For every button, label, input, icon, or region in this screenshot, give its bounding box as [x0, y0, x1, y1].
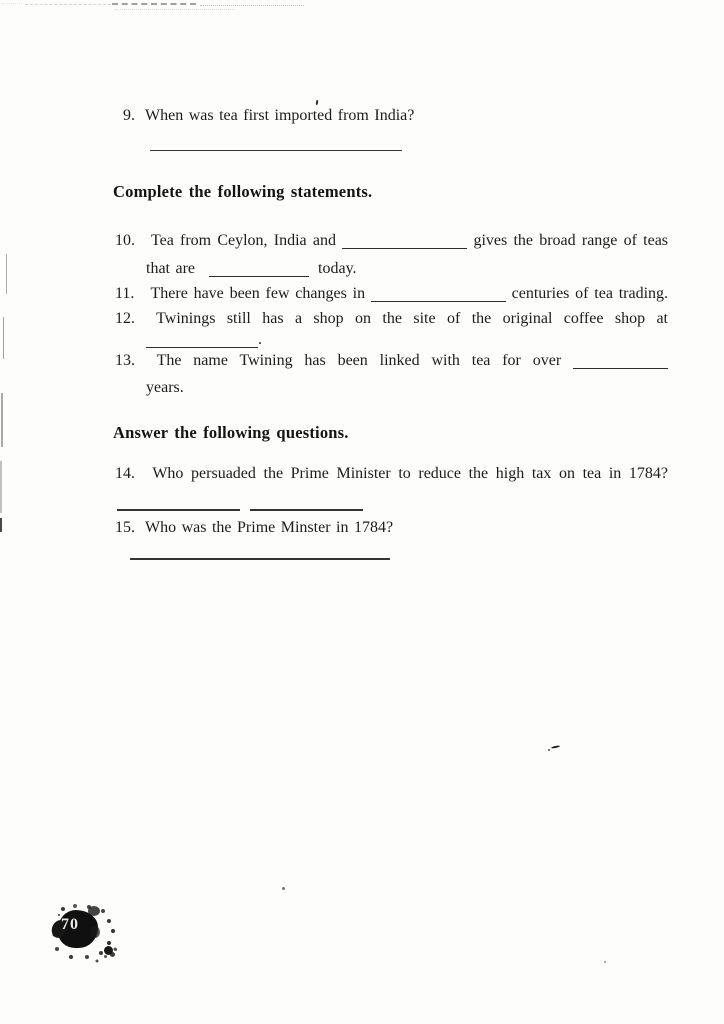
answer-blank-q14-a[interactable] — [117, 502, 240, 511]
answer-blank-q12[interactable] — [146, 341, 258, 348]
answer-blank-q10-b[interactable] — [209, 270, 309, 277]
question-10-line-1 — [115, 231, 668, 251]
question-13-line-1 — [115, 351, 668, 371]
question-11-number: 11. — [115, 285, 135, 302]
answer-blank-q10-a[interactable] — [342, 242, 467, 249]
question-10-line2-after: today. — [318, 260, 357, 277]
question-9-number: 9. — [123, 107, 135, 124]
question-11-text-after: centuries of tea trading. — [511, 285, 669, 302]
scan-artifact-tick — [551, 745, 560, 749]
question-12-period: . — [258, 331, 262, 348]
question-12-text: Twinings still has a shop on the site of the original coffee shop at — [156, 310, 669, 327]
scan-artifact-stray-mark — [316, 100, 319, 105]
question-10-line-2 — [146, 259, 357, 279]
scan-artifact-left-tick — [0, 518, 2, 532]
answer-blank-q13[interactable] — [573, 362, 668, 369]
section-heading-complete: Complete the following statements. — [113, 182, 373, 201]
question-15-number: 15. — [115, 519, 135, 536]
scan-artifact-top-dotted-line — [200, 5, 304, 6]
question-15 — [115, 518, 393, 538]
scan-artifact-top-dashes — [25, 4, 111, 5]
question-10-line2-lead: that are — [146, 260, 196, 277]
section-heading-answer: Answer the following questions. — [113, 423, 349, 442]
question-15-text: Who was the Prime Minster in 1784? — [145, 519, 394, 536]
scan-artifact-top-dots — [2, 3, 22, 4]
answer-blank-q9[interactable] — [150, 143, 402, 151]
ink-blot — [50, 904, 122, 968]
scan-artifact-speck — [282, 887, 285, 890]
scan-artifact-top-dark-dashes — [112, 3, 196, 5]
ink-blot-speckles — [58, 914, 60, 916]
answer-blank-q15[interactable] — [130, 551, 390, 560]
scan-artifact-left-line — [0, 461, 2, 513]
scan-artifact-left-line — [1, 393, 3, 447]
scan-artifact-speck — [604, 961, 606, 963]
question-14-number: 14. — [115, 465, 135, 482]
question-12-line-1 — [115, 309, 668, 329]
question-11-text-lead: There have been few changes in — [150, 285, 366, 302]
question-10-text-lead: Tea from Ceylon, India and — [150, 232, 336, 249]
question-12-line-2 — [146, 330, 262, 350]
ink-blot-lump — [88, 906, 100, 916]
question-12-number: 12. — [115, 310, 135, 327]
answer-blank-q14-b[interactable] — [250, 502, 363, 511]
ink-blot-lump — [90, 926, 100, 938]
question-14 — [115, 464, 668, 484]
question-11 — [115, 284, 668, 304]
question-10-text-after: gives the broad range of teas — [473, 232, 669, 249]
scan-artifact-top-faint-dots — [115, 9, 235, 10]
question-10-number: 10. — [115, 232, 135, 249]
question-13-line-2: years. — [146, 379, 184, 396]
scan-artifact-tick-dot — [548, 749, 550, 751]
question-13-number: 13. — [115, 352, 135, 369]
ink-blot-satellite — [104, 946, 113, 955]
question-9 — [115, 106, 414, 126]
question-9-text: When was tea first imported from India? — [145, 107, 415, 124]
question-13-text-lead: The name Twining has been linked with tea for over — [156, 352, 562, 369]
scan-artifact-left-line — [6, 254, 7, 294]
question-14-text: Who persuaded the Prime Minister to reduce the high tax on tea in 1784? — [152, 465, 668, 482]
page-number: 70 — [61, 916, 79, 933]
answer-blank-q11[interactable] — [371, 295, 506, 302]
scan-artifact-left-line — [3, 317, 4, 359]
